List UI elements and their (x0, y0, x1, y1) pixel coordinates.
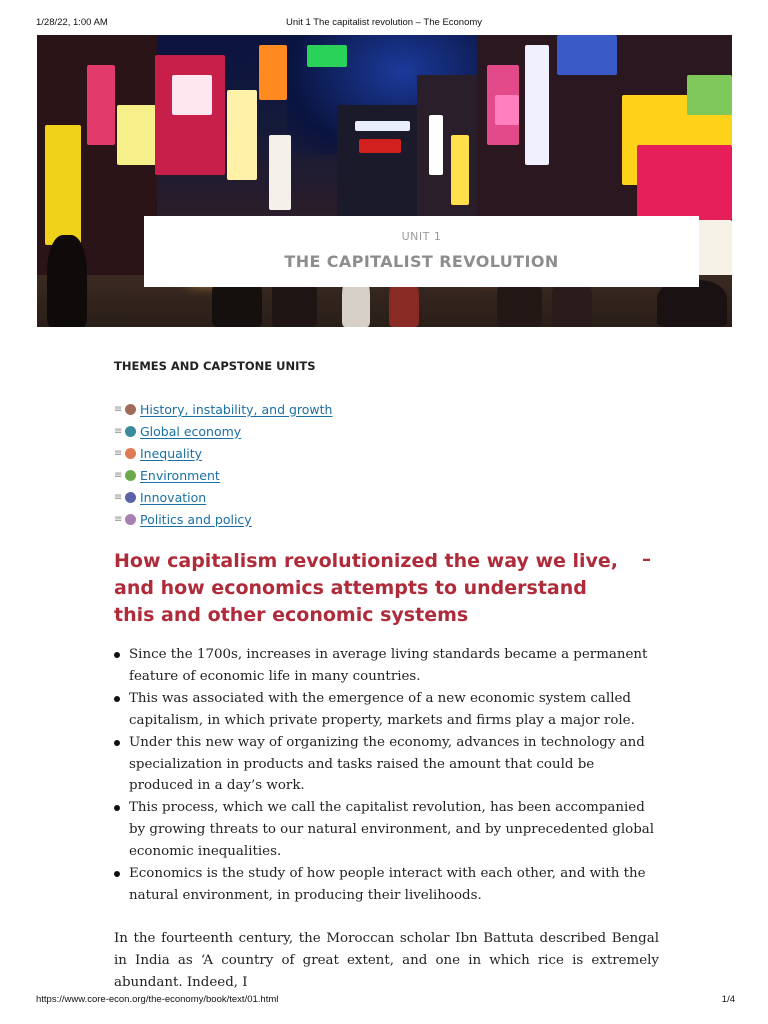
summary-bullets (114, 644, 659, 907)
theme-dot-icon (125, 426, 136, 437)
section-title: How capitalism revolutionized the way we live, and how economics attempts to understand this and other economic systems (114, 550, 619, 626)
print-datetime: 1/28/22, 1:00 AM (36, 17, 108, 28)
list-item: Since the 1700s, increases in average living standards became a permanent feature of economic life in many countries. (114, 644, 659, 688)
theme-dot-icon (125, 492, 136, 503)
menu-icon: ≡ (114, 403, 123, 415)
theme-link-global-economy[interactable]: Global economy (140, 423, 242, 439)
theme-item-global-economy[interactable] (114, 420, 514, 442)
theme-link-inequality[interactable]: Inequality (140, 445, 203, 461)
list-item: This process, which we call the capitalist revolution, has been accompanied by growing threats to our natural environment, and by unprecedented global economic inequalities. (114, 797, 659, 863)
hero-title-card (144, 216, 699, 287)
body-paragraph: In the fourteenth century, the Moroccan scholar Ibn Battuta described Bengal in India as ‘A country of great extent, and one in which rice is extremely abundant. Indeed, I (114, 931, 659, 990)
hero-banner (37, 35, 732, 327)
theme-item-history[interactable] (114, 398, 514, 420)
theme-item-politics[interactable] (114, 508, 514, 530)
menu-icon: ≡ (114, 469, 123, 481)
theme-link-innovation[interactable]: Innovation (140, 489, 207, 505)
print-url: https://www.core-econ.org/the-economy/book/text/01.html (36, 994, 279, 1005)
theme-item-environment[interactable] (114, 464, 514, 486)
theme-dot-icon (125, 404, 136, 415)
menu-icon: ≡ (114, 447, 123, 459)
theme-dot-icon (125, 514, 136, 525)
menu-icon: ≡ (114, 425, 123, 437)
laox-sign (359, 139, 401, 153)
theme-link-politics[interactable]: Politics and policy (140, 511, 252, 527)
theme-dot-icon (125, 448, 136, 459)
themes-list (114, 398, 514, 530)
list-item: This was associated with the emergence of a new economic system called capitalism, in which private property, markets and firms play a major role. (114, 688, 659, 732)
print-page-number: 1/4 (721, 994, 735, 1005)
print-footer (0, 994, 768, 1008)
list-item: Economics is the study of how people interact with each other, and with the natural environment, in producing their livelihoods. (114, 863, 659, 907)
theme-link-history[interactable]: History, instability, and growth (140, 401, 333, 417)
hitachi-sign (355, 121, 410, 131)
themes-heading: THEMES AND CAPSTONE UNITS (114, 359, 316, 373)
menu-icon: ≡ (114, 491, 123, 503)
theme-item-innovation[interactable] (114, 486, 514, 508)
theme-dot-icon (125, 470, 136, 481)
print-page-title: Unit 1 The capitalist revolution – The Economy (285, 17, 483, 28)
unit-label: UNIT 1 (401, 230, 442, 243)
list-item: Under this new way of organizing the economy, advances in technology and specialization in products and tasks raised the amount that could be produced in a day’s work. (114, 732, 659, 798)
menu-icon: ≡ (114, 513, 123, 525)
unit-title: THE CAPITALIST REVOLUTION (284, 252, 559, 271)
print-header (0, 17, 768, 31)
collapse-toggle-button[interactable]: – (642, 549, 651, 570)
theme-link-environment[interactable]: Environment (140, 467, 220, 483)
theme-item-inequality[interactable] (114, 442, 514, 464)
